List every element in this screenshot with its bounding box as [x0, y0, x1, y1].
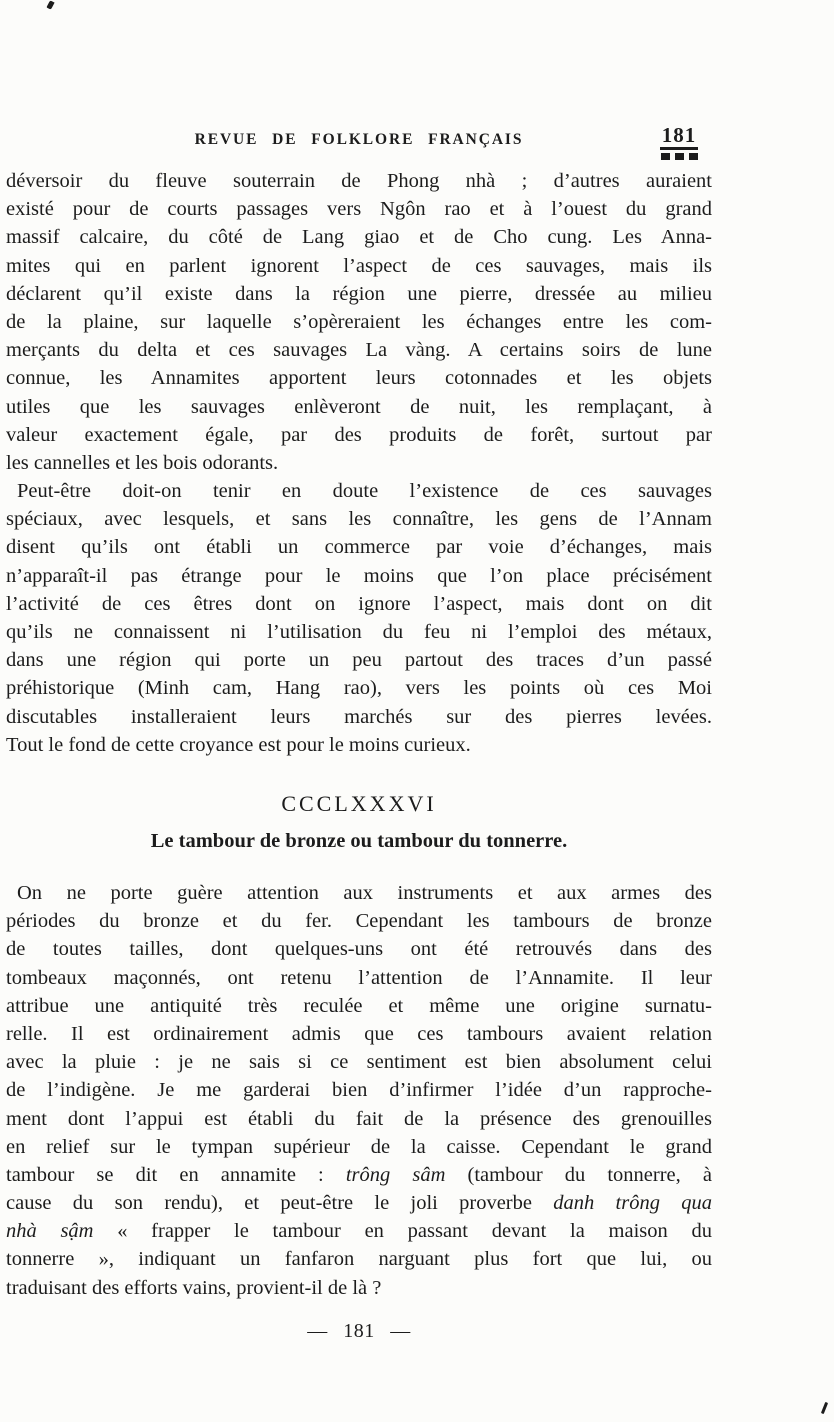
text-line: en relief sur le tympan supérieur de la caisse. Cependant le grand	[6, 1135, 712, 1158]
page-number-top: 181	[660, 124, 699, 150]
text-line: relle. Il est ordinairement admis que ces tambours avaient relation	[6, 1022, 712, 1045]
ink-smudge-icon	[821, 1402, 828, 1414]
stamp-dots-icon	[655, 153, 703, 160]
text-line: attribue une antiquité très reculée et même une origine surnatu-	[6, 994, 712, 1017]
text-line: On ne porte guère attention aux instruments et aux armes des	[17, 882, 712, 904]
text-line: déversoir du fleuve souterrain de Phong nhà ; d’autres auraient	[6, 170, 712, 192]
text-line: disent qu’ils ont établi un commerce par voie d’échanges, mais	[6, 536, 712, 559]
text-line: tombeaux maçonnés, ont retenu l’attention de l’Annamite. Il leur	[6, 966, 712, 989]
footer-page-number: — 181 —	[307, 1320, 411, 1342]
text-line: qu’ils ne connaissent ni l’utilisation du feu ni l’emploi des métaux,	[6, 621, 712, 643]
text-line: l’activité de ces êtres dont on ignore l’aspect, mais dont on dit	[6, 592, 712, 615]
ink-smudge-icon	[46, 0, 54, 9]
text-line: valeur exactement égale, par des produits de forêt, surtout par	[6, 423, 712, 446]
text-line: les cannelles et les bois odorants.	[6, 451, 279, 474]
text-line: de toutes tailles, dont quelques-uns ont été retrouvés dans des	[6, 938, 712, 961]
text-line: traduisant des efforts vains, provient-il de là ?	[6, 1276, 382, 1299]
text-line: déclarent qu’il existe dans la région une pierre, dressée au milieu	[6, 282, 712, 305]
text-line: connue, les Annamites apportent leurs cotonnades et les objets	[6, 367, 712, 390]
text-line: cause du son rendu), et peut-être le joli proverbe danh trông qua	[6, 1192, 712, 1215]
running-head	[6, 131, 712, 149]
text-line: utiles que les sauvages enlèveront de nuit, les remplaçant, à	[6, 395, 712, 418]
text-line: massif calcaire, du côté de Lang giao et de Cho cung. Les Anna-	[6, 226, 712, 249]
paragraphs-bottom	[6, 879, 712, 1302]
text-line: Peut-être doit-on tenir en doute l’existence de ces sauvages	[17, 480, 712, 503]
text-line: nhà sậm « frapper le tambour en passant devant la maison du	[6, 1220, 712, 1243]
text-line: ment dont l’appui est établi du fait de la présence des grenouilles	[6, 1107, 712, 1130]
text-line: tambour se dit en annamite : trông sâm (tambour du tonnerre, à	[6, 1163, 712, 1186]
text-line: Tout le fond de cette croyance est pour le moins curieux.	[6, 733, 471, 756]
text-line: tonnerre », indiquant un fanfaron narguant plus fort que lui, ou	[6, 1248, 712, 1271]
text-line: de l’indigène. Je me garderai bien d’infirmer l’idée d’un rapproche-	[6, 1079, 712, 1102]
text-line: spéciaux, avec lesquels, et sans les connaître, les gens de l’Annam	[6, 508, 712, 531]
text-line: dans une région qui porte un peu partout des traces d’un passé	[6, 649, 712, 672]
section-number: CCCLXXXVI	[281, 791, 437, 816]
text-line: discutables installeraient leurs marchés sur des pierres levées.	[6, 705, 712, 728]
text-line: préhistorique (Minh cam, Hang rao), vers les points où ces Moi	[6, 677, 712, 700]
section-title: Le tambour de bronze ou tambour du tonnerre.	[150, 830, 568, 852]
paragraphs-top	[6, 167, 712, 759]
page-number-stamp	[655, 124, 703, 160]
text-line: merçants du delta et ces sauvages La vàng. A certains soirs de lune	[6, 339, 712, 362]
text-line: de la plaine, sur laquelle s’opèreraient les échanges entre les com-	[6, 310, 712, 333]
journal-title: REVUE DE FOLKLORE FRANÇAIS	[194, 131, 524, 148]
text-line: n’apparaît-il pas étrange pour le moins que l’on place précisément	[6, 564, 712, 587]
text-line: périodes du bronze et du fer. Cependant les tambours de bronze	[6, 910, 712, 933]
text-line: avec la pluie : je ne sais si ce sentiment est bien absolument celui	[6, 1051, 712, 1074]
text-line: existé pour de courts passages vers Ngôn rao et à l’ouest du grand	[6, 198, 712, 221]
text-line: mites qui en parlent ignorent l’aspect de ces sauvages, mais ils	[6, 254, 712, 277]
